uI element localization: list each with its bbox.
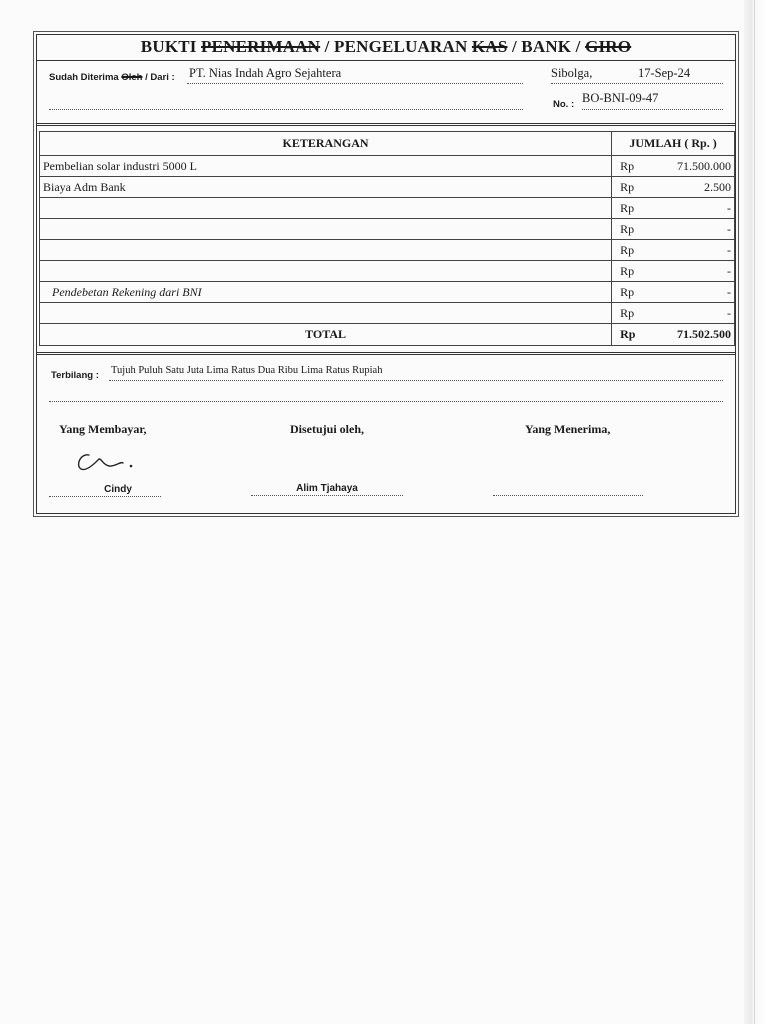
payer-label: Yang Membayar, bbox=[59, 422, 147, 436]
title-struck-giro: GIRO bbox=[585, 37, 632, 56]
terbilang-line-2 bbox=[49, 401, 723, 402]
total-label: TOTAL bbox=[40, 324, 612, 346]
row-currency: Rp bbox=[612, 177, 642, 198]
title-struck-kas: KAS bbox=[471, 37, 508, 56]
table-row bbox=[40, 303, 735, 324]
payer-line bbox=[49, 496, 161, 497]
column-keterangan: KETERANGAN bbox=[40, 132, 612, 156]
row-currency: Rp bbox=[612, 219, 642, 240]
approver-name: Alim Tjahaya bbox=[296, 483, 358, 494]
table-row bbox=[40, 282, 735, 303]
total-divider bbox=[37, 352, 735, 355]
receiver-line bbox=[493, 495, 643, 496]
row-amount: - bbox=[642, 261, 735, 282]
row-description bbox=[40, 303, 612, 324]
terbilang-line bbox=[109, 380, 723, 381]
row-description: Biaya Adm Bank bbox=[40, 177, 612, 198]
place-value: Sibolga, bbox=[551, 66, 593, 80]
total-amount: 71.502.500 bbox=[642, 324, 735, 346]
table-row bbox=[40, 261, 735, 282]
number-label: No. : bbox=[553, 99, 575, 110]
row-amount: - bbox=[642, 198, 735, 219]
row-description bbox=[40, 198, 612, 219]
terbilang-label: Terbilang : bbox=[51, 370, 99, 381]
row-currency: Rp bbox=[612, 156, 642, 177]
received-from-value: PT. Nias Indah Agro Sejahtera bbox=[189, 66, 342, 80]
row-currency: Rp bbox=[612, 303, 642, 324]
row-amount: - bbox=[642, 219, 735, 240]
table-row bbox=[40, 240, 735, 261]
table-row bbox=[40, 219, 735, 240]
approver-line bbox=[251, 495, 403, 496]
row-amount: - bbox=[642, 240, 735, 261]
row-description bbox=[40, 219, 612, 240]
total-row bbox=[40, 324, 735, 346]
row-amount: - bbox=[642, 303, 735, 324]
receiver-label: Yang Menerima, bbox=[525, 422, 611, 436]
row-currency: Rp bbox=[612, 261, 642, 282]
table-row bbox=[40, 156, 735, 177]
voucher-title bbox=[37, 37, 735, 57]
number-line bbox=[582, 109, 723, 110]
received-from-label: Sudah Diterima Oleh / Dari : bbox=[49, 72, 175, 83]
table-row bbox=[40, 198, 735, 219]
date-value: 17-Sep-24 bbox=[638, 66, 691, 80]
table-row bbox=[40, 177, 735, 198]
column-jumlah: JUMLAH ( Rp. ) bbox=[612, 132, 735, 156]
items-table bbox=[39, 131, 735, 346]
received-from-line bbox=[187, 83, 523, 84]
title-divider bbox=[37, 60, 735, 61]
date-line bbox=[551, 83, 723, 84]
payer-name: Cindy bbox=[104, 484, 132, 495]
payment-voucher bbox=[36, 34, 736, 514]
approver-label: Disetujui oleh, bbox=[290, 422, 365, 436]
title-struck-penerimaan: PENERIMAAN bbox=[201, 37, 321, 56]
row-amount: 71.500.000 bbox=[642, 156, 735, 177]
title-bank: / BANK / bbox=[511, 37, 581, 56]
row-description: Pendebetan Rekening dari BNI bbox=[40, 282, 612, 303]
terbilang-value: Tujuh Puluh Satu Juta Lima Ratus Dua Ribu Lima Ratus Rupiah bbox=[111, 365, 383, 376]
payer-signature bbox=[71, 445, 141, 475]
number-value: BO-BNI-09-47 bbox=[582, 91, 659, 105]
row-description bbox=[40, 240, 612, 261]
row-description bbox=[40, 261, 612, 282]
row-amount: - bbox=[642, 282, 735, 303]
received-from-line-2 bbox=[49, 109, 523, 110]
table-header-row bbox=[40, 132, 735, 156]
row-currency: Rp bbox=[612, 198, 642, 219]
row-description: Pembelian solar industri 5000 L bbox=[40, 156, 612, 177]
total-currency: Rp bbox=[612, 324, 642, 346]
header-divider bbox=[37, 123, 735, 126]
scan-edge bbox=[744, 0, 768, 1024]
row-currency: Rp bbox=[612, 240, 642, 261]
title-pengeluaran: / PENGELUARAN bbox=[324, 37, 468, 56]
row-amount: 2.500 bbox=[642, 177, 735, 198]
row-currency: Rp bbox=[612, 282, 642, 303]
title-prefix: BUKTI bbox=[140, 37, 197, 56]
